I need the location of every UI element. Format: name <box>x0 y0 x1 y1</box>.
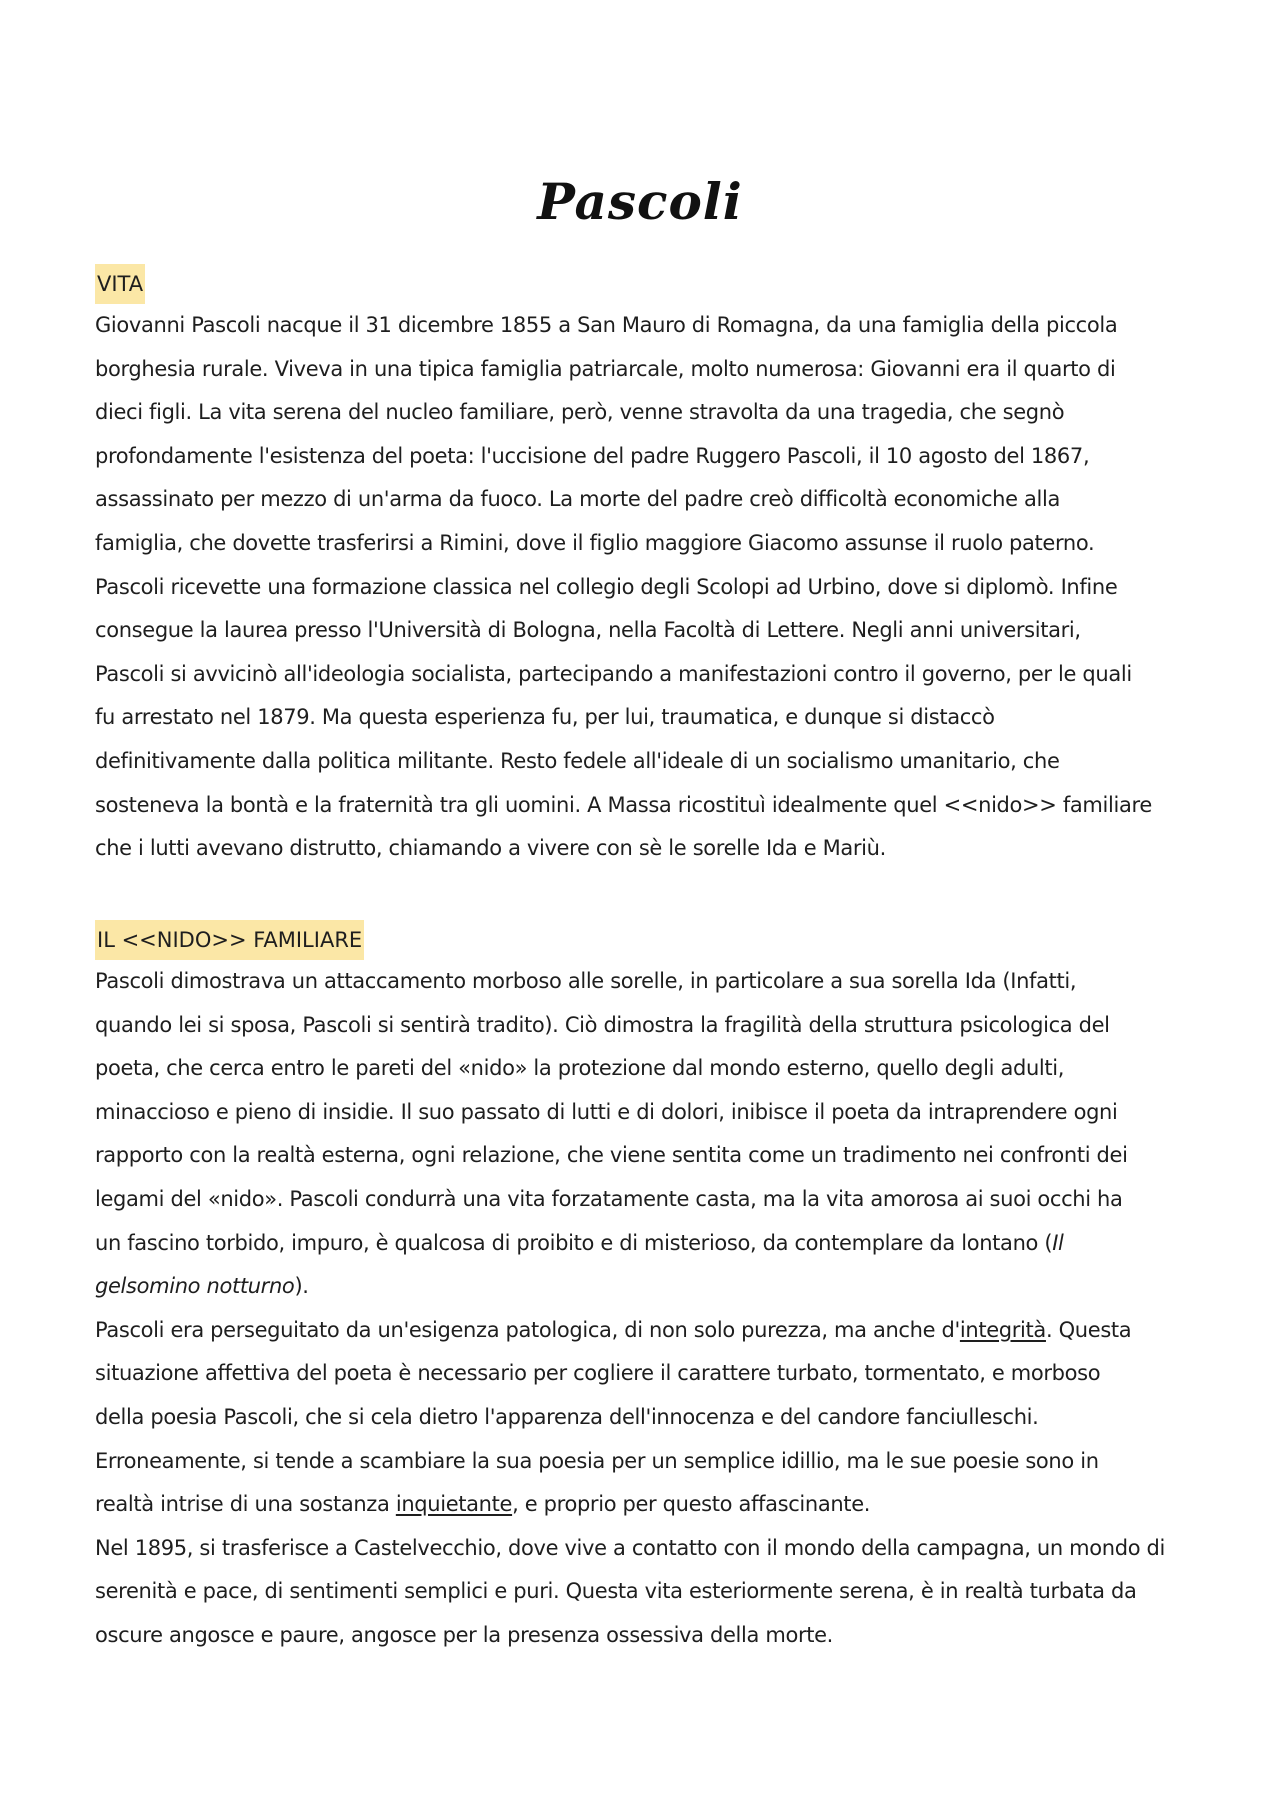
text-line: famiglia, che dovette trasferirsi a Rimini, dove il figlio maggiore Giacomo assunse il ruolo paterno. <box>95 530 1095 555</box>
text-line: Pascoli dimostrava un attaccamento morboso alle sorelle, in particolare a sua sorella Ida (Infatti, <box>95 969 1077 993</box>
text-line: quando lei si sposa, Pascoli si sentirà tradito). Ciò dimostra la fragilità della struttura psicologica del <box>95 1012 1110 1037</box>
text-line: borghesia rurale. Viveva in una tipica famiglia patriarcale, molto numerosa: Giovanni era il quarto di <box>95 356 1116 381</box>
text-line: consegue la laurea presso l'Università di Bologna, nella Facoltà di Lettere. Negli anni universitari, <box>95 618 1081 643</box>
text-line: della poesia Pascoli, che si cela dietro l'apparenza dell'innocenza e del candore fanciulleschi. <box>95 1404 1039 1429</box>
section-heading-vita: VITA <box>95 264 145 304</box>
text-line: Erroneamente, si tende a scambiare la sua poesia per un semplice idillio, ma le sue poesie sono in <box>95 1448 1099 1473</box>
text-line <box>95 1309 1140 1353</box>
section-heading-nido: IL <<NIDO>> FAMILIARE <box>95 920 364 960</box>
text-line: serenità e pace, di sentimenti semplici e puri. Questa vita esteriormente serena, è in realtà turbata da <box>95 1579 1137 1604</box>
text-segment: ). <box>294 1274 309 1299</box>
text-line: situazione affettiva del poeta è necessario per cogliere il carattere turbato, tormentato, e morboso <box>95 1361 1101 1386</box>
underlined-word-inquietante: inquietante <box>395 1492 513 1517</box>
page-title: Pascoli <box>537 172 743 231</box>
text-line: dieci figli. La vita serena del nucleo familiare, però, venne stravolta da una tragedia, che segnò <box>95 400 1065 425</box>
text-line: legami del «nido». Pascoli condurrà una vita forzatamente casta, ma la vita amorosa ai suoi occhi ha <box>95 1186 1123 1211</box>
italic-title-gelsomino: gelsomino notturno <box>95 1274 295 1299</box>
text-line: Nel 1895, si trasferisce a Castelvecchio, dove vive a contatto con il mondo della campagna, un mondo di <box>95 1535 1165 1560</box>
section-nido-familiare <box>95 920 1165 1658</box>
paragraph-vita <box>95 304 1152 871</box>
text-line <box>95 1483 1140 1527</box>
text-line: che i lutti avevano distrutto, chiamando a vivere con sè le sorelle Ida e Mariù. <box>95 836 886 861</box>
text-line: definitivamente dalla politica militante. Resto fedele all'ideale di un socialismo umanitario, che <box>95 748 1060 773</box>
text-line <box>95 1265 1140 1309</box>
text-segment: . Questa <box>1045 1317 1132 1342</box>
text-segment: Pascoli era perseguitato da un'esigenza patologica, di non solo purezza, ma anche d' <box>95 1317 960 1342</box>
paragraph-nido <box>95 960 1165 1658</box>
text-line: profondamente l'esistenza del poeta: l'uccisione del padre Ruggero Pascoli, il 10 agosto del 1867, <box>95 443 1090 468</box>
text-line <box>95 1222 1140 1266</box>
text-line: fu arrestato nel 1879. Ma questa esperienza fu, per lui, traumatica, e dunque si distaccò <box>95 705 995 730</box>
underlined-word-integrita: integrità <box>959 1317 1046 1342</box>
italic-title-start: Il <box>1052 1230 1064 1255</box>
text-line: Giovanni Pascoli nacque il 31 dicembre 1855 a San Mauro di Romagna, da una famiglia della piccola <box>95 313 1118 337</box>
text-segment: , e proprio per questo affascinante. <box>512 1492 871 1517</box>
text-line: minaccioso e pieno di insidie. Il suo passato di lutti e di dolori, inibisce il poeta da intraprendere ogni <box>95 1099 1118 1124</box>
text-line: poeta, che cerca entro le pareti del «nido» la protezione dal mondo esterno, quello degli adulti, <box>95 1056 1065 1081</box>
section-vita <box>95 264 1152 871</box>
text-line: Pascoli ricevette una formazione classica nel collegio degli Scolopi ad Urbino, dove si diplomò. Infine <box>95 574 1118 599</box>
text-line: assassinato per mezzo di un'arma da fuoco. La morte del padre creò difficoltà economiche alla <box>95 487 1061 512</box>
text-line: oscure angosce e paure, angosce per la presenza ossessiva della morte. <box>95 1622 834 1647</box>
text-line: rapporto con la realtà esterna, ogni relazione, che viene sentita come un tradimento nei confronti dei <box>95 1143 1128 1168</box>
text-segment: realtà intrise di una sostanza <box>95 1492 396 1517</box>
text-segment: un fascino torbido, impuro, è qualcosa di proibito e di misterioso, da contemplare da lontano ( <box>95 1230 1053 1255</box>
text-line: Pascoli si avvicinò all'ideologia socialista, partecipando a manifestazioni contro il governo, per le quali <box>95 661 1132 686</box>
text-line: sosteneva la bontà e la fraternità tra gli uomini. A Massa ricostituì idealmente quel <<nido>> familiare <box>95 792 1152 817</box>
